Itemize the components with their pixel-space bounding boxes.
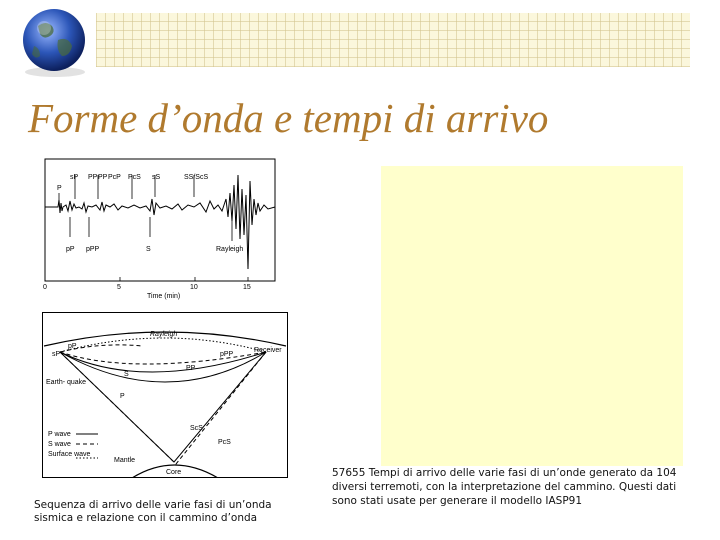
phase-label-pcp: PcP (108, 174, 121, 181)
phase-label-p: P (57, 185, 62, 192)
caption-left: Sequenza di arrivo delle varie fasi di un’onda sismica e relazione con il cammino d’onda (34, 499, 272, 524)
phase-label-ss: sS (152, 174, 161, 181)
ray-label-pcs: PcS (218, 439, 231, 446)
ray-label-scs: ScS (190, 425, 203, 432)
phase-label-ss-scs: SS/ScS (184, 174, 209, 181)
legend-p-wave: P wave (48, 431, 71, 438)
phase-label-ppp: pPP (86, 246, 100, 253)
x-tick-5: 5 (117, 284, 121, 291)
ray-label-sp: sP (52, 351, 61, 358)
ray-label-s: S (124, 371, 129, 378)
ray-label-rayleigh: Rayleigh (150, 331, 178, 338)
x-axis-label: Time (min) (147, 293, 181, 300)
phase-label-pp-1: PP (88, 174, 98, 181)
x-tick-15: 15 (243, 284, 251, 291)
globe-icon (8, 6, 98, 78)
phase-label-pp-lower: pP (66, 246, 75, 253)
ray-label-receiver: Receiver (254, 347, 282, 354)
phase-label-s: S (146, 246, 151, 253)
legend-surface-wave: Surface wave (48, 451, 91, 458)
ray-label-pp: PP (186, 365, 196, 372)
ray-label-mantle: Mantle (114, 457, 136, 464)
legend-s-wave: S wave (48, 441, 71, 448)
ray-label-ppp: pPP (220, 351, 234, 358)
phase-label-sp: sP (70, 174, 79, 181)
seismogram-figure (42, 155, 288, 305)
phase-label-pp-2: PP (98, 174, 108, 181)
x-tick-10: 10 (190, 284, 198, 291)
phase-label-rayleigh: Rayleigh (216, 246, 244, 253)
world-map-banner (96, 13, 690, 67)
ray-path-figure (42, 312, 288, 478)
ray-label-earthquake: Earth- quake (46, 379, 87, 386)
placeholder-panel (381, 166, 683, 466)
x-tick-0: 0 (43, 284, 47, 291)
ray-label-pp-left: pP (68, 343, 77, 350)
slide-title: Forme d’onda e tempi di arrivo (28, 95, 549, 141)
phase-label-pcs: PcS (128, 174, 141, 181)
caption-right: 57655 Tempi di arrivo delle varie fasi di un’onde generato da 104 diversi terremoti, con la interpretazione del cammino. Questi dati sono stati usate per generare il modello IASP91 (332, 467, 677, 507)
ray-label-core: Core (166, 469, 182, 476)
ray-label-p: P (120, 393, 125, 400)
